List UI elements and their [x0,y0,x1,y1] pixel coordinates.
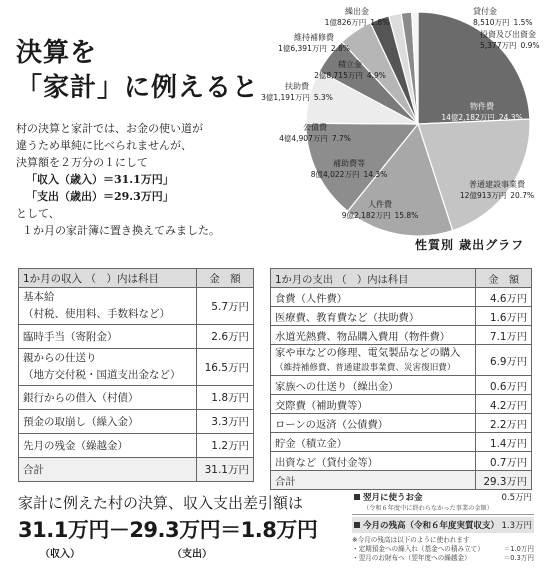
expense-row [271,288,532,307]
intro-line: １か月の家計簿に置き換えてみました。 [22,224,220,237]
expense-row [271,414,532,433]
slice-value-label [473,18,533,27]
next-month-row [352,491,534,515]
expense-row [271,307,532,326]
expense-item-cell [271,345,476,376]
expense-item-cell [271,452,476,471]
expense-row [271,395,532,414]
income-amount-cell: 5.7万円 [196,288,253,325]
slice-percent: 4.9% [366,71,386,80]
income-table [18,268,254,482]
note-label: ・定期預金への繰入れ（基金への積み立て） [352,545,484,553]
slice-label: 物件費 [470,102,494,111]
slice-label: 普通建設事業費 [469,180,525,189]
income-item-cell [19,434,197,458]
expense-item-label: 貯金（積立金） [275,437,348,450]
slice-amount: 12億913万円 [459,191,507,200]
chart-title: 性質別 歳出グラフ [415,238,525,252]
intro-line: 違うため単純に比べられませんが、 [16,139,192,152]
income-item-cell [19,386,197,410]
expense-total-label: 合計 [271,471,476,490]
expense-item-cell [271,307,476,326]
income-row [19,434,254,458]
next-month-value: 0.5万円 [501,493,532,503]
income-row [19,349,254,386]
slice-percent: 14.3% [363,170,388,179]
balance-box [352,491,534,563]
note-row [352,554,534,563]
slice-percent: 1.8% [370,18,390,27]
expense-item-cell [271,433,476,452]
slice-amount: 14億2,182万円 [441,113,495,122]
expense-amount-cell: 0.7万円 [476,452,532,471]
slice-percent: 15.8% [394,211,419,220]
expense-item-label: 医療費、教育費など（扶助費） [275,311,420,324]
income-item-cell [19,410,197,434]
slice-value-label [314,70,386,80]
expense-table [270,268,532,490]
slice-amount: 5,377万円 [480,41,517,50]
expense-amount-cell: 1.6万円 [476,307,532,326]
slice-value-label [278,43,350,53]
slice-amount: 8,510万円 [473,18,510,27]
expense-row [271,376,532,395]
income-item-label: 銀行からの借入（村債） [23,392,139,404]
slice-amount: 3億1,191万円 [261,93,310,102]
title-line-1: 決算を [16,38,98,68]
slice-label: 繰出金 [345,7,369,16]
intro-income: 「収入（歳入）＝31.1万円」 [26,173,174,186]
slice-label: 維持補修費 [294,33,334,42]
balance-row [352,517,534,533]
note-value: ＝0.3万円 [503,554,534,562]
expense-item-label: 家や車などの修理、電気製品などの購入 [275,346,461,359]
income-label: （収入） [40,549,80,560]
income-row [19,288,254,325]
next-month-label-wrap [354,491,493,512]
balance-label: 今月の残高（令和６年度実質収支） [363,521,500,531]
expense-item-cell [271,376,476,395]
expense-amount-cell: 1.4万円 [476,433,532,452]
expense-amount-cell: 4.2万円 [476,395,532,414]
slice-value-label [279,133,351,143]
slice-amount: 4億4,907万円 [279,134,328,143]
slice-percent: 1.5% [513,18,533,27]
expense-amount-cell: 4.6万円 [476,288,532,307]
income-item-label: 先月の残金（繰越金） [23,440,128,452]
expense-item-label: 交際費（補助費等） [275,399,368,412]
expense-item-cell [271,326,476,345]
income-total-label: 合計 [19,458,197,482]
note-value: ＝1.0万円 [503,545,534,553]
income-header-row [19,269,254,288]
slice-label: 投資及び出資金 [480,30,536,39]
intro-line: 村の決算と家計では、お金の使い道が [16,122,203,135]
income-item-label: 臨時手当（寄附金） [23,331,118,343]
income-item-label: 預金の取崩し（繰入金） [23,416,139,428]
note-label: ・翌月のお財布へ（翌年度への繰越金） [352,554,471,562]
balance-value: 1.3万円 [501,521,532,531]
slice-amount: 2億8,715万円 [314,71,363,80]
slice-label: 積立金 [338,60,362,69]
slice-amount: 1億826万円 [324,18,367,27]
slice-label: 人件費 [368,200,392,209]
slice-value-label [480,41,540,50]
income-amount-cell: 3.3万円 [196,410,253,434]
expense-row [271,326,532,345]
slice-amount: 9億2,182万円 [341,211,391,220]
intro-line: として、 [16,207,60,220]
income-row [19,325,254,349]
income-item-sub: （村税、使用料、手数料など） [23,308,170,320]
slice-value-label [342,210,419,220]
slice-percent: 20.7% [510,191,535,200]
expense-item-label: 家族への仕送り（繰出金） [275,380,399,393]
balance-notes [352,536,534,563]
expense-amount-cell: 2.2万円 [476,414,532,433]
intro-text [16,120,256,239]
expense-label: （支出） [172,549,212,560]
income-header-amount: 金 額 [196,269,253,288]
income-row [19,386,254,410]
income-amount-cell: 1.8万円 [196,386,253,410]
expense-total-amount: 29.3万円 [476,471,532,490]
summary-line: 家計に例えた村の決算、収入支出差引額は [18,494,304,512]
expense-item-label: 出資など（貸付金等） [275,456,378,469]
square-bullet-icon [354,494,360,500]
expense-item-label: 食費（人件費） [275,292,348,305]
income-item-label: 基本給 [23,291,55,303]
income-item-sub: （地方交付税・国道支出金など） [23,369,181,381]
expense-item-label: 水道光熱費、物品購入費用（物件費） [275,330,451,343]
expense-row [271,345,532,376]
slice-label: 公債費 [303,123,327,132]
slice-label: 貸付金 [473,7,497,16]
slice-percent: 5.3% [313,93,333,102]
intro-expense: 「支出（歳出）＝29.3万円」 [26,190,174,203]
balance-label-wrap [354,519,499,531]
expense-amount-cell: 0.6万円 [476,376,532,395]
expense-item-sub: （維持補修費、普通建設事業費、災害復旧費） [275,362,456,373]
expense-amount-cell: 7.1万円 [476,326,532,345]
slice-label: 扶助費 [285,82,309,91]
expense-item-label: ローンの返済（公債費） [275,418,389,431]
expense-header-item: 1か月の支出 （ ）内は科目 [271,269,476,288]
income-row [19,410,254,434]
note-row [352,545,534,554]
title-line-2: 「家計」に例えると [16,73,260,103]
income-item-cell [19,288,197,325]
slice-value-label [460,190,534,200]
expense-item-cell [271,288,476,307]
slice-percent: 7.7% [331,134,351,143]
expense-total-row [271,471,532,490]
slice-value-label [261,92,333,102]
next-month-label: 翌月に使うお金 [363,493,423,503]
page-title [16,36,259,106]
slice-value-label [441,112,522,122]
slice-label: 補助費等 [333,159,365,168]
income-total-amount: 31.1万円 [196,458,253,482]
expense-pie-chart [248,0,546,252]
income-item-cell [19,325,197,349]
slice-value-label [325,17,390,27]
summary-equation: 31.1万円－29.3万円＝1.8万円 [18,518,318,542]
income-item-cell [19,349,197,386]
slice-amount: 8億4,022万円 [310,170,360,179]
slice-percent: 0.9% [520,41,540,50]
slice-percent: 24.3% [498,113,523,122]
income-amount-cell: 2.6万円 [196,325,253,349]
square-bullet-icon [354,522,360,528]
income-item-label: 親からの仕送り [23,352,97,364]
intro-line: 決算額を２万分の１にして [16,156,148,169]
slice-value-label [311,169,388,179]
income-header-item: 1か月の収入 （ ）内は科目 [19,269,197,288]
expense-header-amount: 金 額 [476,269,532,288]
expense-amount-cell: 6.9万円 [476,345,532,376]
expense-row [271,452,532,471]
expense-item-cell [271,395,476,414]
expense-row [271,433,532,452]
slice-percent: 2.8% [330,44,350,53]
expense-header-row [271,269,532,288]
note-head: ※今月の残高は以下のように使われます [352,536,470,544]
slice-amount: 1億6,391万円 [278,44,327,53]
income-total-row [19,458,254,482]
income-amount-cell: 16.5万円 [196,349,253,386]
income-amount-cell: 1.2万円 [196,434,253,458]
expense-item-cell [271,414,476,433]
next-month-sub: （令和６年度中に終わらなかった事業の金額） [363,505,493,512]
